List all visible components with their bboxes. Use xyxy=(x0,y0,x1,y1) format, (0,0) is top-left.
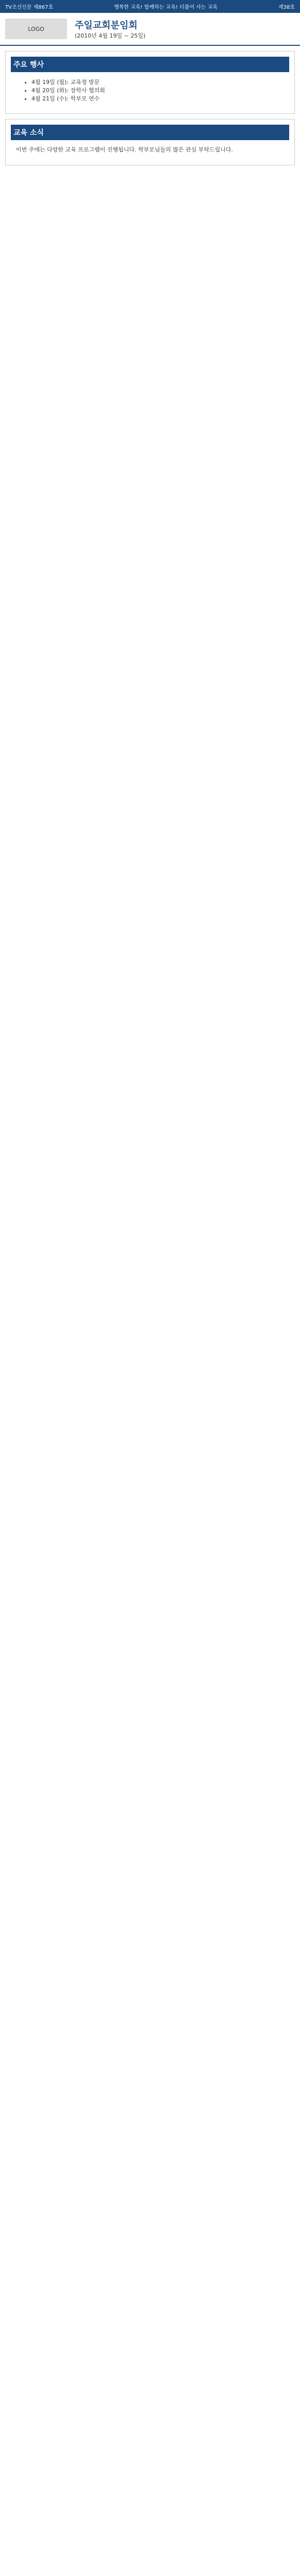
section-list xyxy=(11,78,289,103)
list-item: • 4월 19일 (월): 교육청 방문 xyxy=(31,78,289,86)
section-title: 주요 행사 xyxy=(11,57,289,72)
subtitle: (2010년 4월 19일 ~ 25일) xyxy=(75,32,146,39)
list-item: • 4월 21일 (수): 학부모 연수 xyxy=(31,94,289,103)
section-2 xyxy=(5,119,295,165)
header-right: 제38호 xyxy=(278,5,295,10)
header-center: 행복한 교육! 함께하는 교육! 더불어 사는 교육 xyxy=(114,5,218,10)
header-left: TV조선신문 제867호 xyxy=(5,5,54,10)
header-bar xyxy=(0,0,300,13)
section-title: 교육 소식 xyxy=(11,125,289,140)
content-text: 이번 주에는 다양한 교육 프로그램이 진행됩니다. 학부모님들의 많은 관심 부탁드립니다. xyxy=(16,146,233,153)
logo: LOGO xyxy=(5,19,67,39)
list-item: • 4월 20일 (화): 장학사 협의회 xyxy=(31,86,289,94)
main-title: 주일교회분임회 xyxy=(75,20,138,31)
title-section xyxy=(0,13,300,46)
section-1 xyxy=(5,51,295,114)
